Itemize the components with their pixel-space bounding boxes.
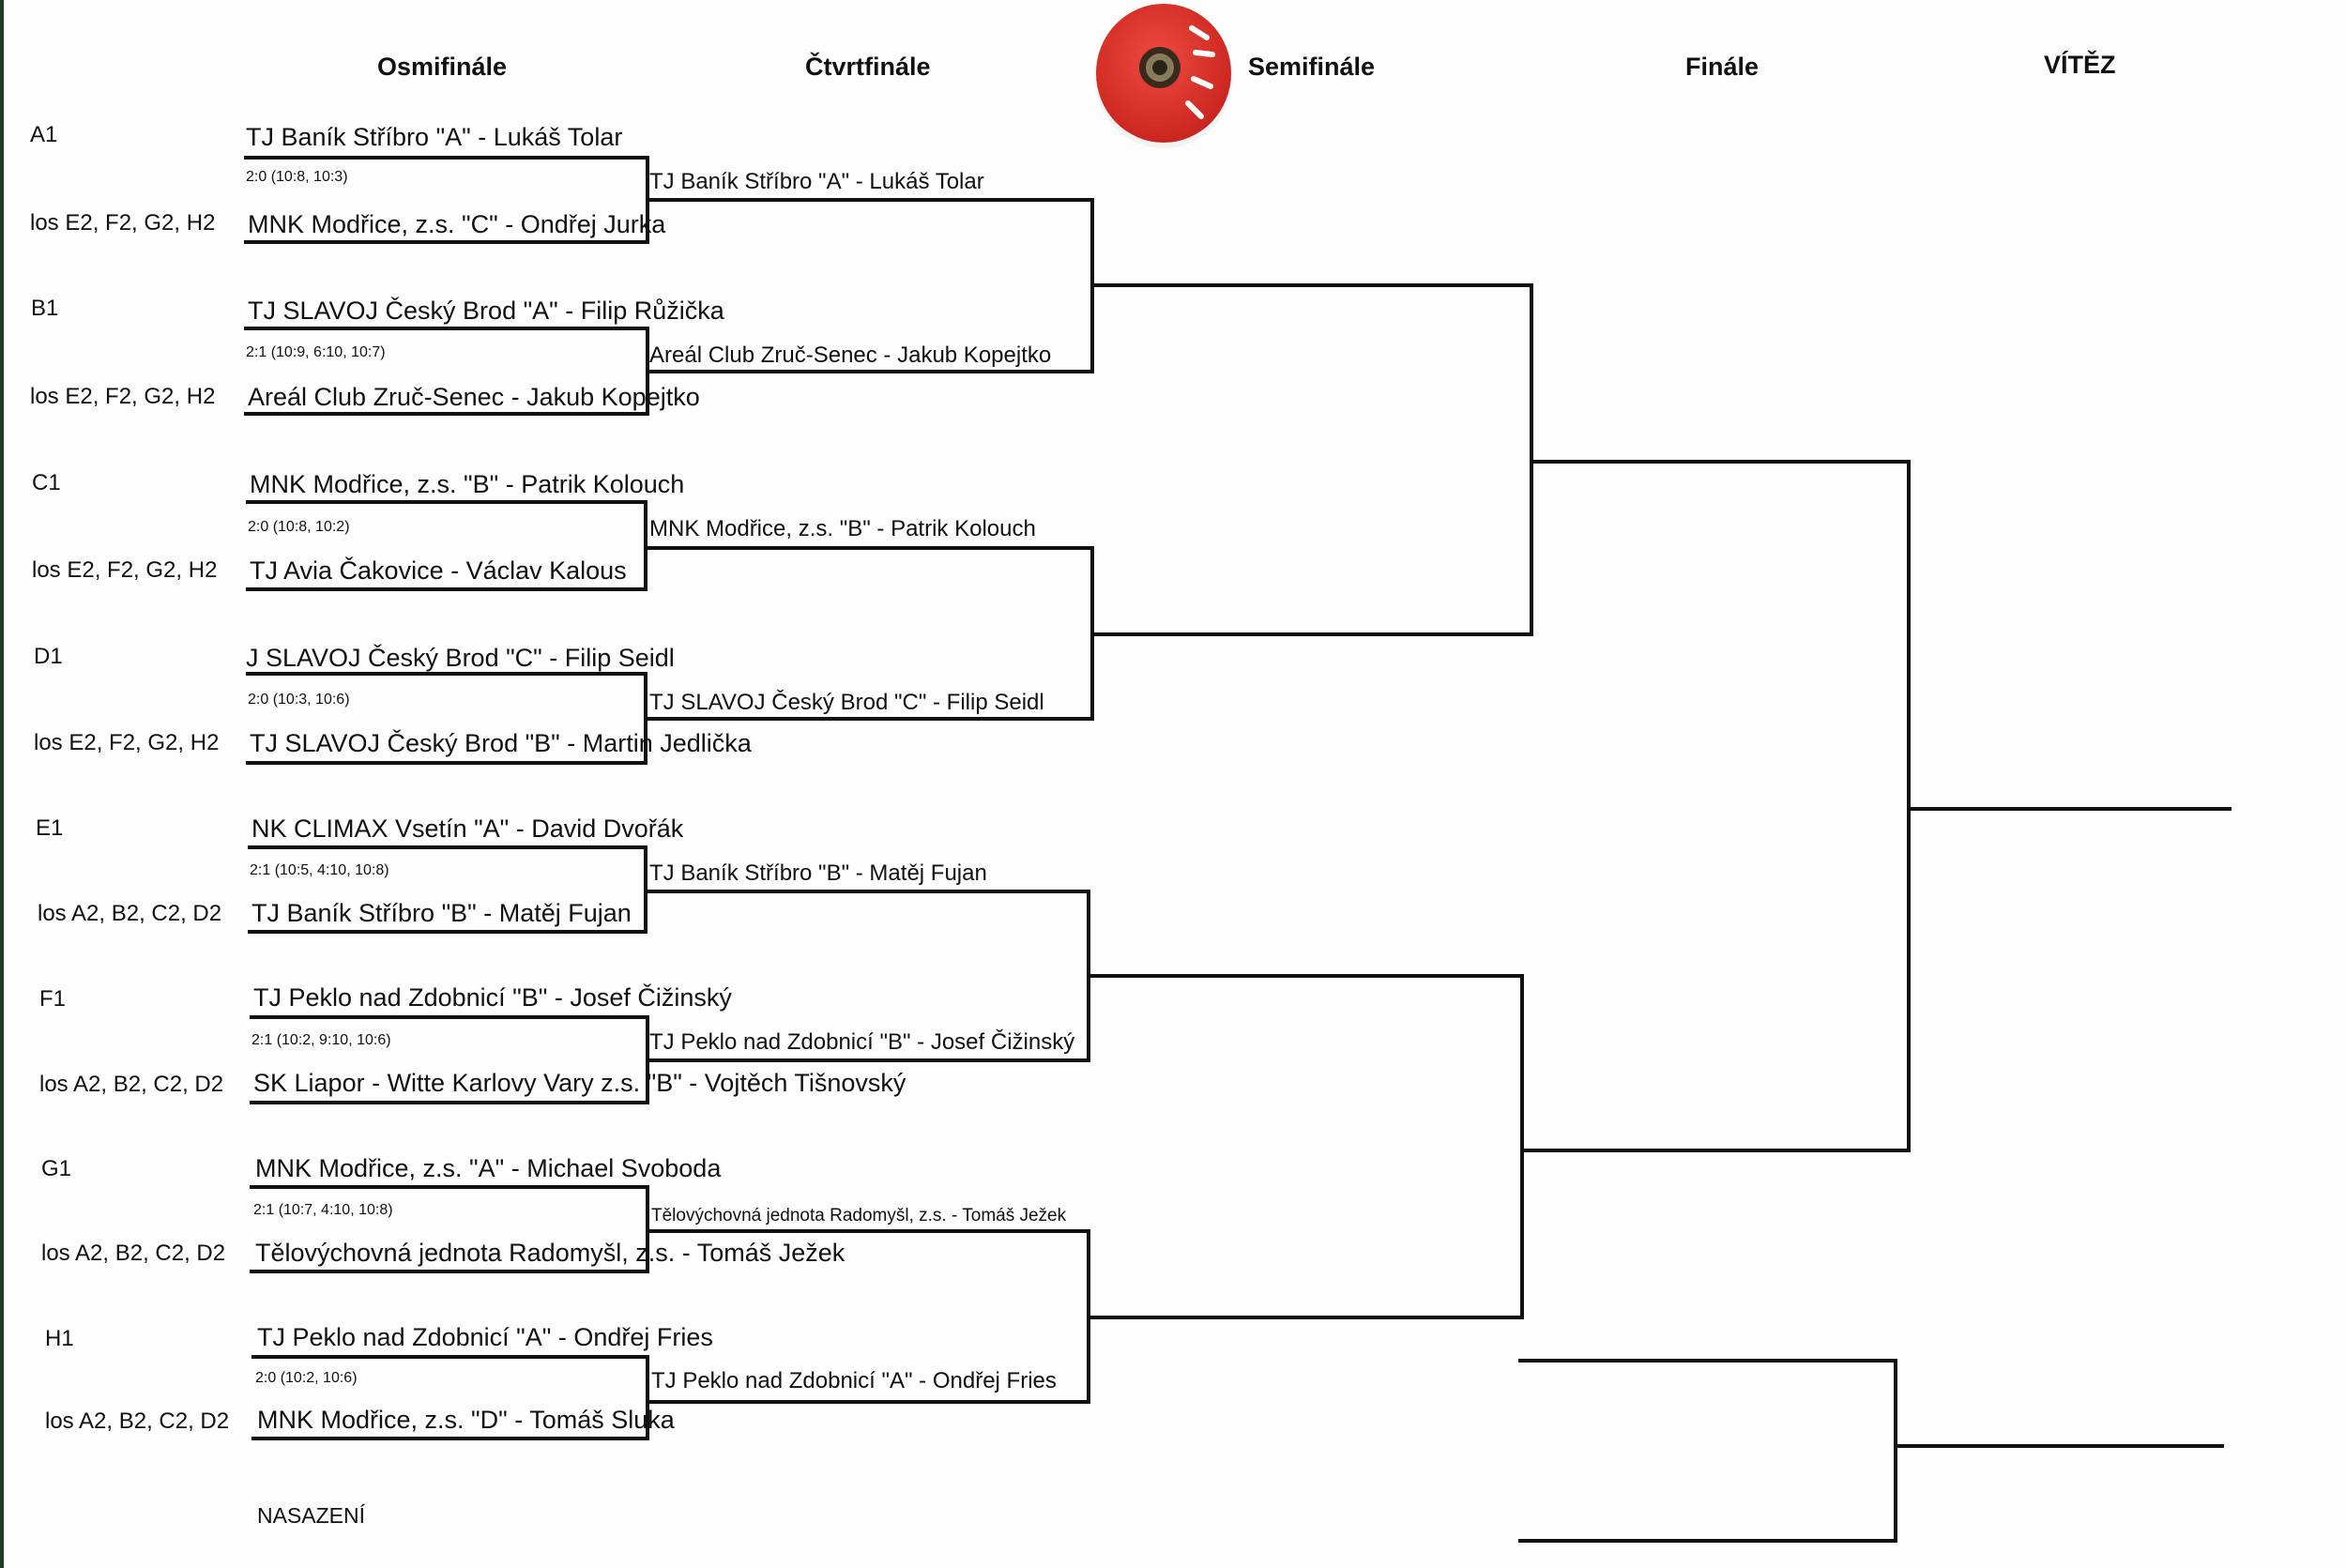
team-bottom-E: TJ Baník Stříbro "B" - Matěj Fujan [251,899,632,927]
match-score-B: 2:1 (10:9, 6:10, 10:7) [246,344,386,360]
pool-label: los E2, F2, G2, H2 [30,384,216,409]
bracket-sf-bottom [1089,976,1522,1317]
team-top-G: MNK Modřice, z.s. "A" - Michael Svoboda [255,1154,722,1182]
seed-label-C1: C1 [32,470,61,495]
team-top-C: MNK Modřice, z.s. "B" - Patrik Kolouch [250,470,685,498]
header-final: Finále [1685,53,1760,81]
pool-label: los E2, F2, G2, H2 [32,557,218,583]
team-bottom-G: Tělovýchovná jednota Radomyšl, z.s. - Tomáš Ježek [255,1239,845,1267]
match-score-F: 2:1 (10:2, 9:10, 10:6) [251,1032,391,1048]
seed-label-E1: E1 [36,815,64,841]
header-quarterfinal: Čtvrtfinále [805,53,931,81]
pool-label: los E2, F2, G2, H2 [30,210,216,236]
qf-team-H: TJ Peklo nad Zdobnicí "A" - Ondřej Fries [651,1368,1057,1393]
qf-team-F: TJ Peklo nad Zdobnicí "B" - Josef Čižinský [649,1029,1075,1055]
match-score-C: 2:0 (10:8, 10:2) [248,519,350,535]
team-top-A: TJ Baník Stříbro "A" - Lukáš Tolar [246,123,623,151]
header-winner: VÍTĚZ [2044,51,2116,79]
team-bottom-A: MNK Modřice, z.s. "C" - Ondřej Jurka [248,210,666,238]
qf-team-E: TJ Baník Stříbro "B" - Matěj Fujan [649,860,987,886]
pool-label: los A2, B2, C2, D2 [38,901,222,926]
seed-label-G1: G1 [41,1156,72,1181]
match-score-H: 2:0 (10:2, 10:6) [255,1370,358,1386]
team-top-F: TJ Peklo nad Zdobnicí "B" - Josef Čižinský [253,983,732,1012]
team-bottom-F: SK Liapor - Witte Karlovy Vary z.s. "B" - Vojtěch Tišnovský [253,1069,906,1097]
team-bottom-C: TJ Avia Čakovice - Václav Kalous [250,556,627,585]
match-score-G: 2:1 (10:7, 4:10, 10:8) [253,1202,393,1218]
pool-label: los E2, F2, G2, H2 [34,730,220,755]
team-bottom-H: MNK Modřice, z.s. "D" - Tomáš Sluka [257,1406,675,1434]
seed-label-D1: D1 [34,644,63,669]
team-top-H: TJ Peklo nad Zdobnicí "A" - Ondřej Fries [257,1323,713,1351]
pool-label: los A2, B2, C2, D2 [39,1072,224,1097]
pool-label: los A2, B2, C2, D2 [41,1241,226,1266]
bracket-sf-top [1092,285,1531,634]
team-bottom-D: TJ SLAVOJ Český Brod "B" - Martin Jedlička [250,729,752,757]
seed-label-F1: F1 [39,986,67,1012]
header-semifinal: Semifinále [1248,53,1376,81]
qf-team-C: MNK Modřice, z.s. "B" - Patrik Kolouch [649,516,1036,541]
pool-label: los A2, B2, C2, D2 [45,1408,230,1434]
bracket-final [1522,462,1909,1150]
match-score-A: 2:0 (10:8, 10:3) [246,169,348,185]
team-top-D: J SLAVOJ Český Brod "C" - Filip Seidl [246,644,675,672]
qf-team-B: Areál Club Zruč-Senec - Jakub Kopejtko [649,343,1052,368]
qf-team-G: Tělovýchovná jednota Radomyšl, z.s. - Tomáš Ježek [651,1206,1067,1225]
seeding-footer-label: NASAZENÍ [257,1503,366,1528]
seed-label-B1: B1 [31,296,59,321]
seed-label-A1: A1 [30,122,58,147]
team-top-B: TJ SLAVOJ Český Brod "A" - Filip Růžička [248,297,724,325]
seed-label-H1: H1 [45,1326,74,1351]
bracket-third-place [1520,1361,1896,1541]
team-top-E: NK CLIMAX Vsetín "A" - David Dvořák [251,814,684,843]
match-score-D: 2:0 (10:3, 10:6) [248,692,350,708]
qf-team-D: TJ SLAVOJ Český Brod "C" - Filip Seidl [649,690,1044,715]
qf-team-A: TJ Baník Stříbro "A" - Lukáš Tolar [649,169,984,194]
team-bottom-B: Areál Club Zruč-Senec - Jakub Kopejtko [248,383,700,411]
match-score-E: 2:1 (10:5, 4:10, 10:8) [250,862,389,878]
header-round-of-16: Osmifinále [377,53,508,81]
